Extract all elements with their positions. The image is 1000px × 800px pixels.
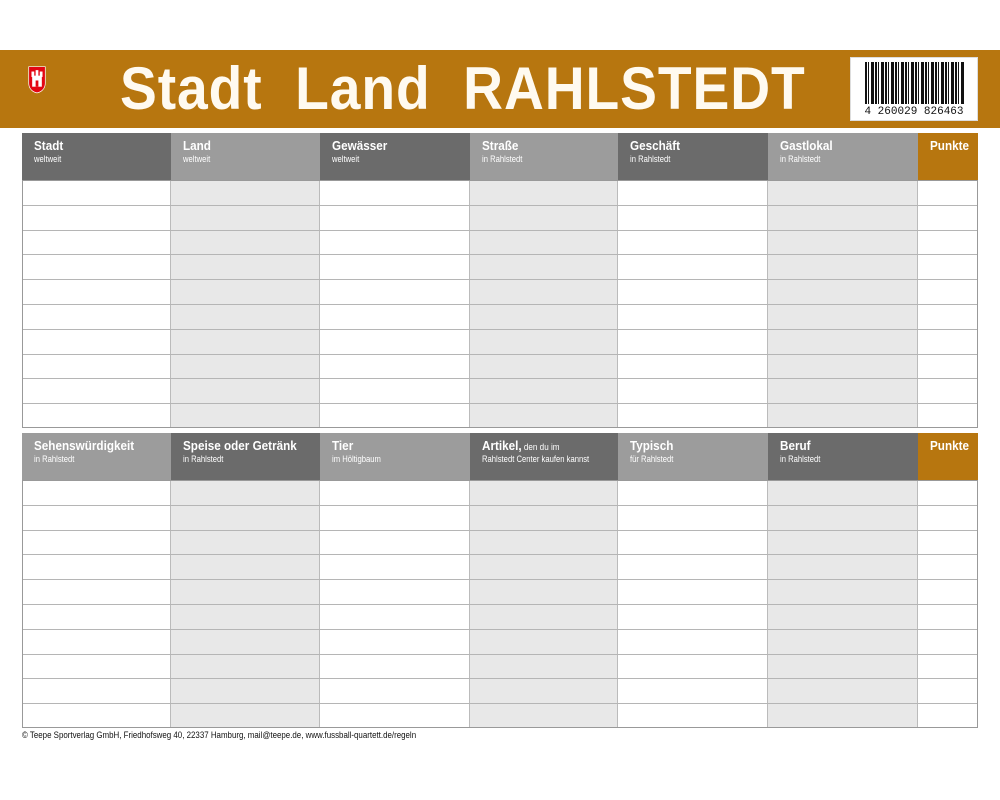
column-header — [171, 133, 320, 180]
barcode-bars — [865, 62, 965, 104]
column-title: Tier — [332, 438, 354, 453]
table-row-line — [22, 579, 978, 580]
column-title: Typisch — [630, 438, 674, 453]
column-subtitle: in Rahlstedt — [630, 154, 671, 164]
column-header — [22, 433, 171, 480]
column-header — [171, 433, 320, 480]
column-title: Punkte — [930, 138, 970, 153]
column-header — [768, 133, 918, 180]
column-subtitle: in Rahlstedt — [482, 154, 523, 164]
table-row-line — [22, 378, 978, 379]
column-title: Land — [183, 138, 211, 153]
score-table-1 — [22, 133, 978, 428]
table-row-line — [22, 254, 978, 255]
page-title: Stadt Land RAHLSTEDT — [120, 55, 806, 122]
column-subtitle: in Rahlstedt — [780, 454, 821, 464]
column-title: Geschäft — [630, 138, 681, 153]
column-title-suffix: den du im — [521, 442, 560, 452]
column-header — [918, 433, 978, 480]
column-subtitle: weltweit — [332, 154, 360, 164]
column-header — [470, 133, 618, 180]
column-subtitle: in Rahlstedt — [34, 454, 75, 464]
column-title: Stadt — [34, 138, 64, 153]
table-row-line — [22, 505, 978, 506]
table-row-line — [22, 530, 978, 531]
table-row-line — [22, 329, 978, 330]
footer-imprint: © Teepe Sportverlag GmbH, Friedhofsweg 40, 22337 Hamburg, mail@teepe.de, www.fussball-quartett.de/regeln — [22, 730, 417, 740]
column-header — [768, 433, 918, 480]
column-title: Beruf — [780, 438, 811, 453]
hamburg-crest-icon — [22, 66, 52, 106]
column-title: Straße — [482, 138, 519, 153]
column-title: Sehenswürdigkeit — [34, 438, 135, 453]
column-subtitle: Rahlstedt Center kaufen kannst — [482, 454, 590, 464]
column-header — [918, 133, 978, 180]
column-subtitle: weltweit — [34, 154, 62, 164]
column-header — [320, 133, 470, 180]
column-subtitle: im Höltigbaum — [332, 454, 381, 464]
column-subtitle: in Rahlstedt — [780, 154, 821, 164]
column-title: Gastlokal — [780, 138, 833, 153]
table-row-line — [22, 205, 978, 206]
column-header — [618, 133, 768, 180]
column-subtitle: in Rahlstedt — [183, 454, 224, 464]
title-banner — [0, 50, 1000, 128]
score-table-2 — [22, 433, 978, 728]
barcode-number: 4 260029 826463 — [864, 106, 964, 118]
table-row-line — [22, 354, 978, 355]
column-header — [320, 433, 470, 480]
column-title: Gewässer — [332, 138, 388, 153]
column-header — [470, 433, 618, 480]
column-title: Speise oder Getränk — [183, 438, 297, 453]
table-row-line — [22, 279, 978, 280]
column-header — [618, 433, 768, 480]
barcode — [850, 57, 978, 121]
table-row-line — [22, 629, 978, 630]
table-row-line — [22, 304, 978, 305]
table-row-line — [22, 403, 978, 404]
table-row-line — [22, 678, 978, 679]
column-title: Artikel, — [482, 438, 522, 453]
column-title: Punkte — [930, 438, 970, 453]
column-header — [22, 133, 171, 180]
table-row-line — [22, 604, 978, 605]
table-row-line — [22, 703, 978, 704]
table-row-line — [22, 554, 978, 555]
table-row-line — [22, 654, 978, 655]
column-subtitle: weltweit — [183, 154, 211, 164]
table-row-line — [22, 230, 978, 231]
column-subtitle: für Rahlstedt — [630, 454, 674, 464]
